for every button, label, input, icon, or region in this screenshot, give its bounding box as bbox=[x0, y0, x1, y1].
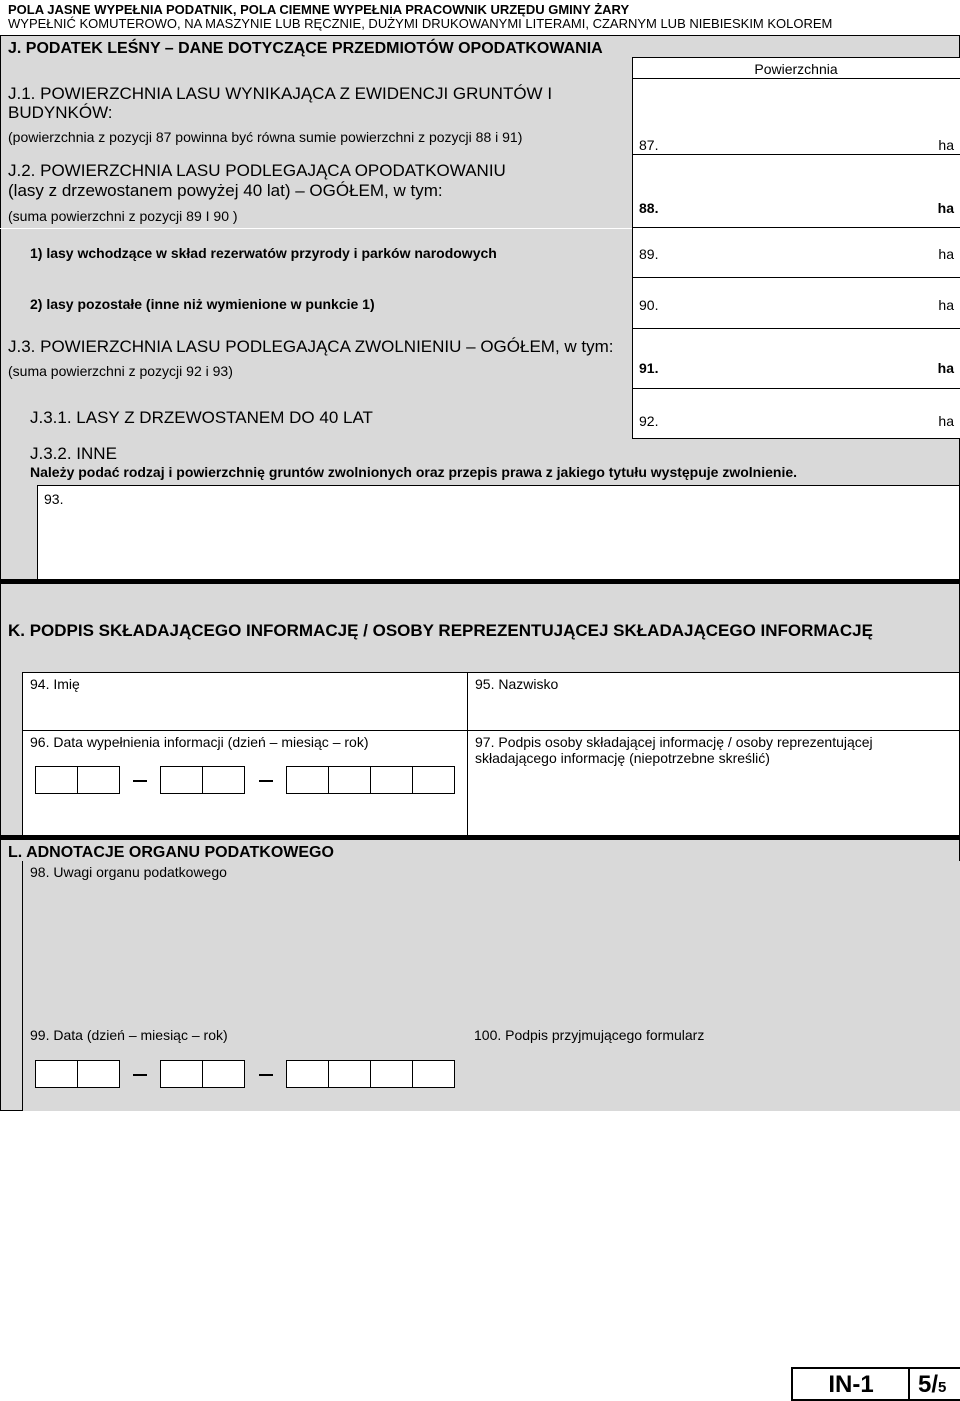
date-month-digit-2[interactable] bbox=[202, 766, 245, 794]
j3-note: (suma powierzchni z pozycji 92 i 93) bbox=[8, 363, 233, 379]
field-95-last-name[interactable] bbox=[467, 672, 960, 731]
date-day-digit-2[interactable] bbox=[77, 766, 120, 794]
field-97-signature[interactable] bbox=[467, 730, 960, 836]
field-98-remarks[interactable] bbox=[22, 861, 960, 1025]
page-current: 5/ bbox=[918, 1371, 939, 1398]
date-month-digit-1[interactable] bbox=[160, 1060, 203, 1088]
field-89-number: 89. bbox=[639, 246, 659, 262]
form-code-box bbox=[791, 1367, 909, 1401]
date-year-digit-4[interactable] bbox=[412, 766, 455, 794]
j32-instruction: Należy podać rodzaj i powierzchnię gruntów zwolnionych oraz przepis prawa z jakiego tytułu występuje zwolnienie. bbox=[30, 464, 798, 480]
field-98-label: 98. Uwagi organu podatkowego bbox=[30, 864, 227, 880]
j1-title-line1: J.1. POWIERZCHNIA LASU WYNIKAJĄCA Z EWIDENCJI GRUNTÓW I bbox=[8, 84, 553, 103]
field-99-label: 99. Data (dzień – miesiąc – rok) bbox=[30, 1027, 228, 1043]
date-year-digit-1[interactable] bbox=[286, 766, 329, 794]
page-number bbox=[918, 1371, 946, 1399]
date-separator bbox=[259, 1074, 273, 1076]
field-96-date[interactable] bbox=[22, 730, 468, 836]
page-number-box bbox=[908, 1367, 960, 1401]
field-92[interactable] bbox=[632, 389, 960, 439]
field-90[interactable] bbox=[632, 278, 960, 329]
date-separator bbox=[133, 780, 147, 782]
field-90-number: 90. bbox=[639, 297, 659, 313]
field-99-date[interactable] bbox=[22, 1024, 468, 1111]
j2-title-line1: J.2. POWIERZCHNIA LASU PODLEGAJĄCA OPODATKOWANIU bbox=[8, 161, 506, 180]
j2-item2: 2) lasy pozostałe (inne niż wymienione w punkcie 1) bbox=[30, 296, 375, 312]
header-line-1: POLA JASNE WYPEŁNIA PODATNIK, POLA CIEMNE WYPEŁNIA PRACOWNIK URZĘDU GMINY ŻARY bbox=[8, 2, 630, 17]
divider bbox=[0, 228, 632, 229]
field-91-number: 91. bbox=[639, 360, 659, 376]
field-88[interactable] bbox=[632, 155, 960, 228]
field-87-number: 87. bbox=[639, 137, 659, 153]
j2-note: (suma powierzchni z pozycji 89 I 90 ) bbox=[8, 208, 238, 224]
date-year-digit-1[interactable] bbox=[286, 1060, 329, 1088]
header-line-2: WYPEŁNIĆ KOMUTEROWO, NA MASZYNIE LUB RĘCZNIE, DUŻYMI DRUKOWANYMI LITERAMI, CZARNYM LUB NIEBIESKIM KOLOREM bbox=[8, 16, 833, 31]
field-88-unit: ha bbox=[937, 200, 954, 216]
date-year-digit-3[interactable] bbox=[370, 766, 413, 794]
date-separator bbox=[133, 1074, 147, 1076]
field-93[interactable] bbox=[37, 485, 960, 580]
form-code: IN-1 bbox=[828, 1371, 874, 1398]
date-year-digit-2[interactable] bbox=[328, 766, 371, 794]
field-91[interactable] bbox=[632, 329, 960, 389]
field-96-label: 96. Data wypełnienia informacji (dzień – miesiąc – rok) bbox=[30, 734, 369, 750]
date-day-digit-1[interactable] bbox=[35, 766, 78, 794]
field-97-label-line1: 97. Podpis osoby składającej informację / osoby reprezentującej bbox=[475, 734, 873, 750]
field-94-label: 94. Imię bbox=[30, 676, 80, 692]
j1-note: (powierzchnia z pozycji 87 powinna być równa sumie powierzchni z pozycji 88 i 91) bbox=[8, 129, 523, 145]
field-100-label: 100. Podpis przyjmującego formularz bbox=[474, 1027, 705, 1043]
date-month-digit-1[interactable] bbox=[160, 766, 203, 794]
field-87-unit: ha bbox=[938, 137, 954, 153]
surface-column-label: Powierzchnia bbox=[754, 61, 838, 77]
field-100-signature[interactable] bbox=[467, 1024, 960, 1111]
field-93-label: 93. bbox=[44, 491, 64, 507]
field-95-label: 95. Nazwisko bbox=[475, 676, 559, 692]
j32-title: J.3.2. INNE bbox=[30, 444, 117, 463]
field-87[interactable] bbox=[632, 79, 960, 155]
date-year-digit-3[interactable] bbox=[370, 1060, 413, 1088]
section-j-title: J. PODATEK LEŚNY – DANE DOTYCZĄCE PRZEDMIOTÓW OPODATKOWANIA bbox=[8, 40, 603, 57]
j3-title: J.3. POWIERZCHNIA LASU PODLEGAJĄCA ZWOLNIENIU – OGÓŁEM, w tym: bbox=[8, 337, 614, 356]
field-94-first-name[interactable] bbox=[22, 672, 468, 731]
field-97-label-line2: składającego informację (niepotrzebne skreślić) bbox=[475, 750, 770, 766]
j31-title: J.3.1. LASY Z DRZEWOSTANEM DO 40 LAT bbox=[30, 408, 373, 427]
field-91-unit: ha bbox=[937, 360, 954, 376]
date-month-digit-2[interactable] bbox=[202, 1060, 245, 1088]
section-k-title: K. PODPIS SKŁADAJĄCEGO INFORMACJĘ / OSOBY REPREZENTUJĄCEJ SKŁADAJĄCEGO INFORMACJĘ bbox=[8, 621, 873, 640]
j2-item1: 1) lasy wchodzące w skład rezerwatów przyrody i parków narodowych bbox=[30, 245, 497, 261]
surface-column-header bbox=[632, 57, 960, 79]
date-separator bbox=[259, 780, 273, 782]
field-89[interactable] bbox=[632, 228, 960, 278]
date-year-digit-2[interactable] bbox=[328, 1060, 371, 1088]
field-92-number: 92. bbox=[639, 413, 659, 429]
date-year-digit-4[interactable] bbox=[412, 1060, 455, 1088]
j2-title-line2: (lasy z drzewostanem powyżej 40 lat) – OGÓŁEM, w tym: bbox=[8, 181, 443, 200]
page-total: 5 bbox=[938, 1379, 947, 1396]
date-day-digit-1[interactable] bbox=[35, 1060, 78, 1088]
date-day-digit-2[interactable] bbox=[77, 1060, 120, 1088]
j1-title-line2: BUDYNKÓW: bbox=[8, 103, 113, 122]
field-88-number: 88. bbox=[639, 200, 659, 216]
field-92-unit: ha bbox=[938, 413, 954, 429]
field-90-unit: ha bbox=[938, 297, 954, 313]
field-89-unit: ha bbox=[938, 246, 954, 262]
section-l-title: L. ADNOTACJE ORGANU PODATKOWEGO bbox=[8, 844, 334, 861]
